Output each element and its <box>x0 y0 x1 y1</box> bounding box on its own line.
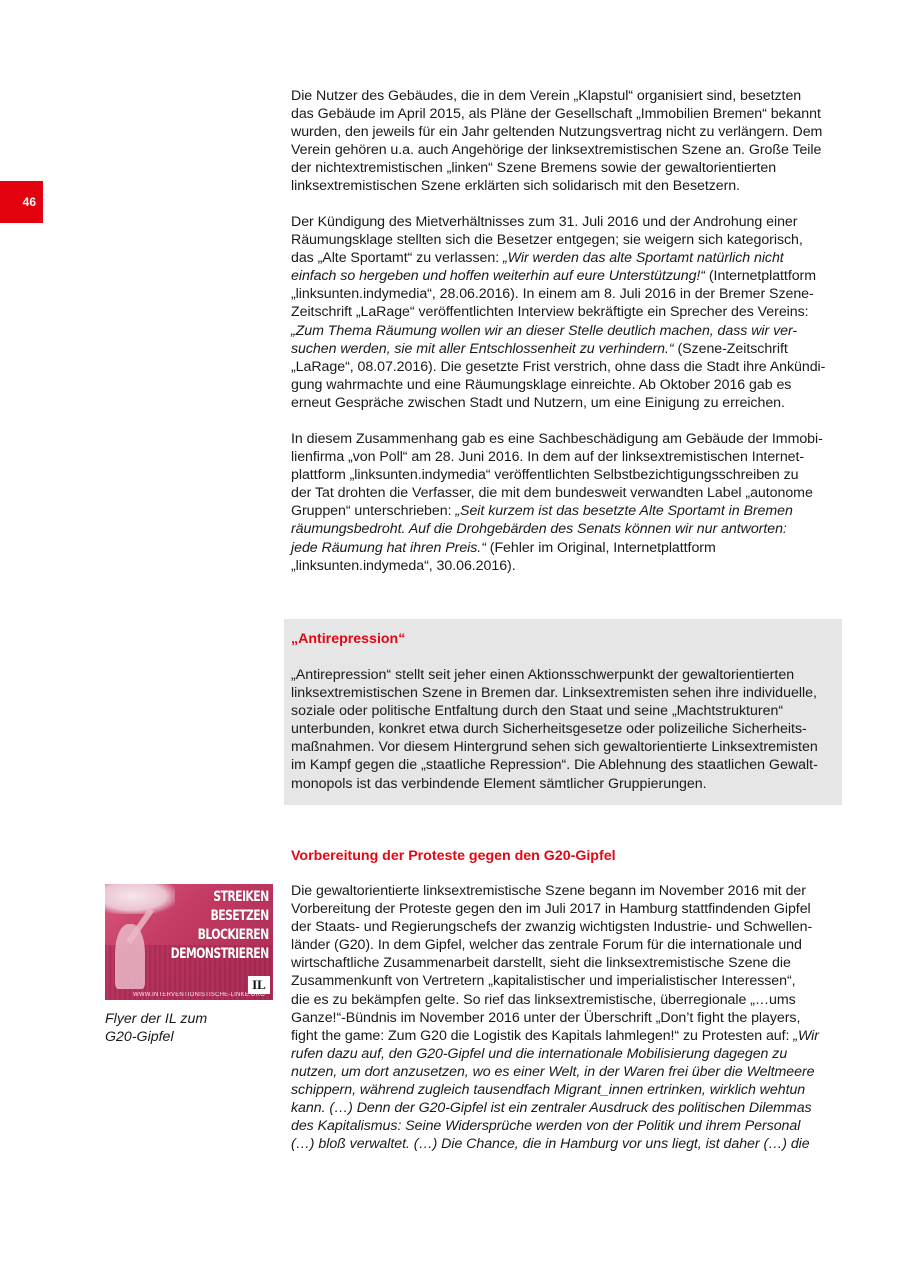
text-line: soziale oder politische Entfaltung durch den Staat und seine „Machtstrukturen“ <box>291 703 784 720</box>
quote-text: einfach so hergeben und hoffen weiterhin auf eure Unterstützung!“ <box>291 268 705 285</box>
text-line <box>291 1117 839 1135</box>
body-text: erneut Gespräche zwischen Stadt und Nutzern, um eine Einigung zu erreichen. <box>291 394 785 411</box>
text-line <box>291 213 839 231</box>
text-line <box>291 231 839 249</box>
body-text: Gruppen“ unterschrieben: <box>291 503 456 520</box>
il-logo-icon: IL <box>248 976 270 994</box>
quote-text: „Wir <box>793 1027 819 1044</box>
flyer-slogans <box>171 888 269 964</box>
smoke-cloud <box>105 884 175 914</box>
body-text: „linksunten.indymedia“, 28.06.2016). In einem am 8. Juli 2016 in der Bremer Szene- <box>291 286 814 303</box>
text-line: DEMONSTRIEREN <box>171 946 269 962</box>
text-line <box>291 1081 839 1099</box>
body-text: fight the game: Zum G20 die Logistik des Kapitals lahmlegen!“ zu Protesten auf: <box>291 1027 794 1044</box>
text-line <box>291 394 839 412</box>
text-line <box>291 322 839 340</box>
body-text: wirtschaftliche Zusammenarbeit darstellt, sieht die linksextremistische Szene die <box>291 955 791 972</box>
infobox-body <box>291 666 836 793</box>
body-text: Ganze!“-Bündnis im November 2016 unter der Überschrift „Don’t fight the players, <box>291 1009 801 1026</box>
text-line <box>291 177 839 195</box>
text-line <box>291 87 839 105</box>
page-number: 46 <box>22 195 36 209</box>
body-text: der Tat drohten die Verfasser, die mit dem bundesweit verwandten Label „autonome <box>291 485 813 502</box>
text-line <box>291 882 839 900</box>
body-text: gung wahrmachte und eine Räumungsklage einreichte. Ab Oktober 2016 gab es <box>291 376 792 393</box>
body-text: das „Alte Sportamt“ zu verlassen: <box>291 250 503 267</box>
quote-text: räumungsbedroht. Auf die Drohgebärden des Senats können wir nur antworten: <box>291 521 787 538</box>
body-text: Verein gehören u.a. auch Angehörige der linksextremistischen Szene an. Große Teile <box>291 142 822 159</box>
body-text: Zusammenkunft von Vertretern „kapitalistischer und imperialistischer Interessen“, <box>291 973 796 990</box>
body-text: Vorbereitung der Proteste gegen den im Juli 2017 in Hamburg stattfindenden Gipfel <box>291 901 811 918</box>
text-line <box>291 1099 839 1117</box>
page-number-tab <box>0 181 43 223</box>
text-line <box>291 1045 839 1063</box>
text-line <box>291 159 839 177</box>
quote-text: jede Räumung hat ihren Preis.“ <box>291 539 486 556</box>
text-line <box>291 954 839 972</box>
paragraph-sachbeschaedigung <box>291 430 839 575</box>
text-line <box>291 539 839 557</box>
text-line <box>291 557 839 575</box>
text-line: im Kampf gegen die „staatliche Repression“. Die Ablehnung des staatlichen Gewalt- <box>291 757 818 774</box>
text-line <box>291 358 839 376</box>
body-text: Die gewaltorientierte linksextremistische Szene begann im November 2016 mit der <box>291 883 806 899</box>
body-text: In diesem Zusammenhang gab es eine Sachbeschädigung am Gebäude der Immobi- <box>291 431 823 447</box>
text-line <box>291 1135 839 1153</box>
text-line <box>291 1027 839 1045</box>
quote-text: des Kapitalismus: Seine Widersprüche werden von der Politik und ihrem Personal <box>291 1118 801 1135</box>
body-text: (Fehler im Original, Internetplattform <box>485 539 716 556</box>
text-line <box>291 991 839 1009</box>
text-line <box>291 430 839 448</box>
flyer-url: WWW.INTERVENTIONISTISCHE-LINKE.ORG <box>133 992 266 998</box>
text-line <box>291 340 839 358</box>
text-line <box>291 972 839 990</box>
text-line <box>291 249 839 267</box>
text-line <box>291 141 839 159</box>
section-heading-g20: Vorbereitung der Proteste gegen den G20-Gipfel <box>291 848 616 864</box>
body-text: das Gebäude im April 2015, als Pläne der Gesellschaft „Immobilien Bremen“ bekannt <box>291 106 821 123</box>
text-line <box>291 105 839 123</box>
text-line <box>291 1009 839 1027</box>
body-text: „linksunten.indymeda“, 30.06.2016). <box>291 557 516 574</box>
body-text: die es zu bekämpfen gelte. So rief das linksextremistische, überregionale „…ums <box>291 991 796 1008</box>
antirepression-infobox <box>284 619 842 805</box>
paragraph-klapstul <box>291 87 839 196</box>
body-text: „LaRage“, 08.07.2016). Die gesetzte Frist verstrich, ohne dass die Stadt ihre Ankündi- <box>291 358 826 375</box>
body-text: der Staats- und Regierungschefs der zwanzig wichtigsten Industrie- und Schwellen- <box>291 919 813 936</box>
text-line <box>291 918 839 936</box>
body-text: lienfirma „von Poll“ am 28. Juni 2016. In dem auf der linksextremistischen Internet- <box>291 449 805 466</box>
text-line <box>291 123 839 141</box>
text-line <box>291 502 839 520</box>
quote-text: schippern, während zugleich tausendfach Migrant_innen ertrinken, wirklich wehtun <box>291 1082 806 1099</box>
text-line <box>291 285 839 303</box>
body-text: Die Nutzer des Gebäudes, die in dem Verein „Klapstul“ organisiert sind, besetzten <box>291 88 802 104</box>
quote-text: rufen dazu auf, den G20-Gipfel und die internationale Mobilisierung dagegen zu <box>291 1045 788 1062</box>
figure-caption <box>105 1010 275 1046</box>
text-line <box>291 900 839 918</box>
infobox-title: „Antirepression“ <box>291 631 406 647</box>
text-line <box>291 376 839 394</box>
text-line <box>291 267 839 285</box>
protester-figure <box>115 924 145 989</box>
text-line: BESETZEN <box>210 908 269 924</box>
text-line <box>291 1063 839 1081</box>
text-line: „Antirepression“ stellt seit jeher einen Aktionsschwerpunkt der gewaltorientierten <box>291 667 795 683</box>
body-text: (Internetplattform <box>704 268 817 285</box>
text-line: G20-Gipfel <box>105 1029 174 1046</box>
text-line <box>291 448 839 466</box>
paragraph-kuendigung <box>291 213 839 412</box>
text-line: Flyer der IL zum <box>105 1011 208 1027</box>
text-line <box>291 520 839 538</box>
body-text: linksextremistischen Szene erklärten sich solidarisch mit den Besetzern. <box>291 178 741 195</box>
body-text: Zeitschrift „LaRage“ veröffentlichten Interview bekräftigte ein Sprecher des Vereins: <box>291 304 809 321</box>
quote-text: (…) bloß verwaltet. (…) Die Chance, die in Hamburg vor uns liegt, ist daher (…) die <box>291 1136 810 1153</box>
quote-text: „Seit kurzem ist das besetzte Alte Sportamt in Bremen <box>455 503 793 520</box>
quote-text: „Wir werden das alte Sportamt natürlich nicht <box>503 250 784 267</box>
text-line <box>291 466 839 484</box>
text-line: BLOCKIEREN <box>198 927 269 943</box>
paragraph-g20 <box>291 882 839 1153</box>
body-text: der nichtextremistischen „linken“ Szene Bremens sowie der gewaltorientierten <box>291 160 777 177</box>
quote-text: „Zum Thema Räumung wollen wir an dieser Stelle deutlich machen, dass wir ver- <box>291 322 798 339</box>
text-line: maßnahmen. Vor diesem Hintergrund sehen sich gewaltorientierte Linksextremisten <box>291 739 818 756</box>
text-line: linksextremistischen Szene in Bremen dar. Linksextremisten sehen ihre individuelle, <box>291 685 817 702</box>
text-line <box>291 303 839 321</box>
text-line: STREIKEN <box>213 889 269 905</box>
body-text: wurden, den jeweils für ein Jahr geltenden Nutzungsvertrag nicht zu verlängern. Dem <box>291 124 823 141</box>
body-text: länder (G20). In dem Gipfel, welcher das zentrale Forum für die internationale und <box>291 937 802 954</box>
quote-text: suchen werden, sie mit aller Entschlossenheit zu verhindern.“ <box>291 340 674 357</box>
body-text: Räumungsklage stellten sich die Besetzer entgegen; sie weigern sich kategorisch, <box>291 232 803 249</box>
text-line: monopols ist das verbindende Element sämtlicher Gruppierungen. <box>291 775 707 792</box>
quote-text: kann. (…) Denn der G20-Gipfel ist ein zentraler Ausdruck des politischen Dilemmas <box>291 1100 812 1117</box>
body-text: (Szene-Zeitschrift <box>673 340 788 357</box>
body-text: Der Kündigung des Mietverhältnisses zum 31. Juli 2016 und der Androhung einer <box>291 214 798 230</box>
quote-text: nutzen, um dort anzusetzen, wo es einer Welt, in der Waren frei über die Weltmeere <box>291 1063 815 1080</box>
body-text: plattform „linksunten.indymedia“ veröffentlichten Selbstbezichtigungsschreiben zu <box>291 467 799 484</box>
text-line <box>291 936 839 954</box>
text-line <box>291 484 839 502</box>
flyer-image <box>105 884 273 1000</box>
text-line: unterbunden, konkret etwa durch Sicherheitsgesetze oder polizeiliche Sicherheits- <box>291 721 807 738</box>
